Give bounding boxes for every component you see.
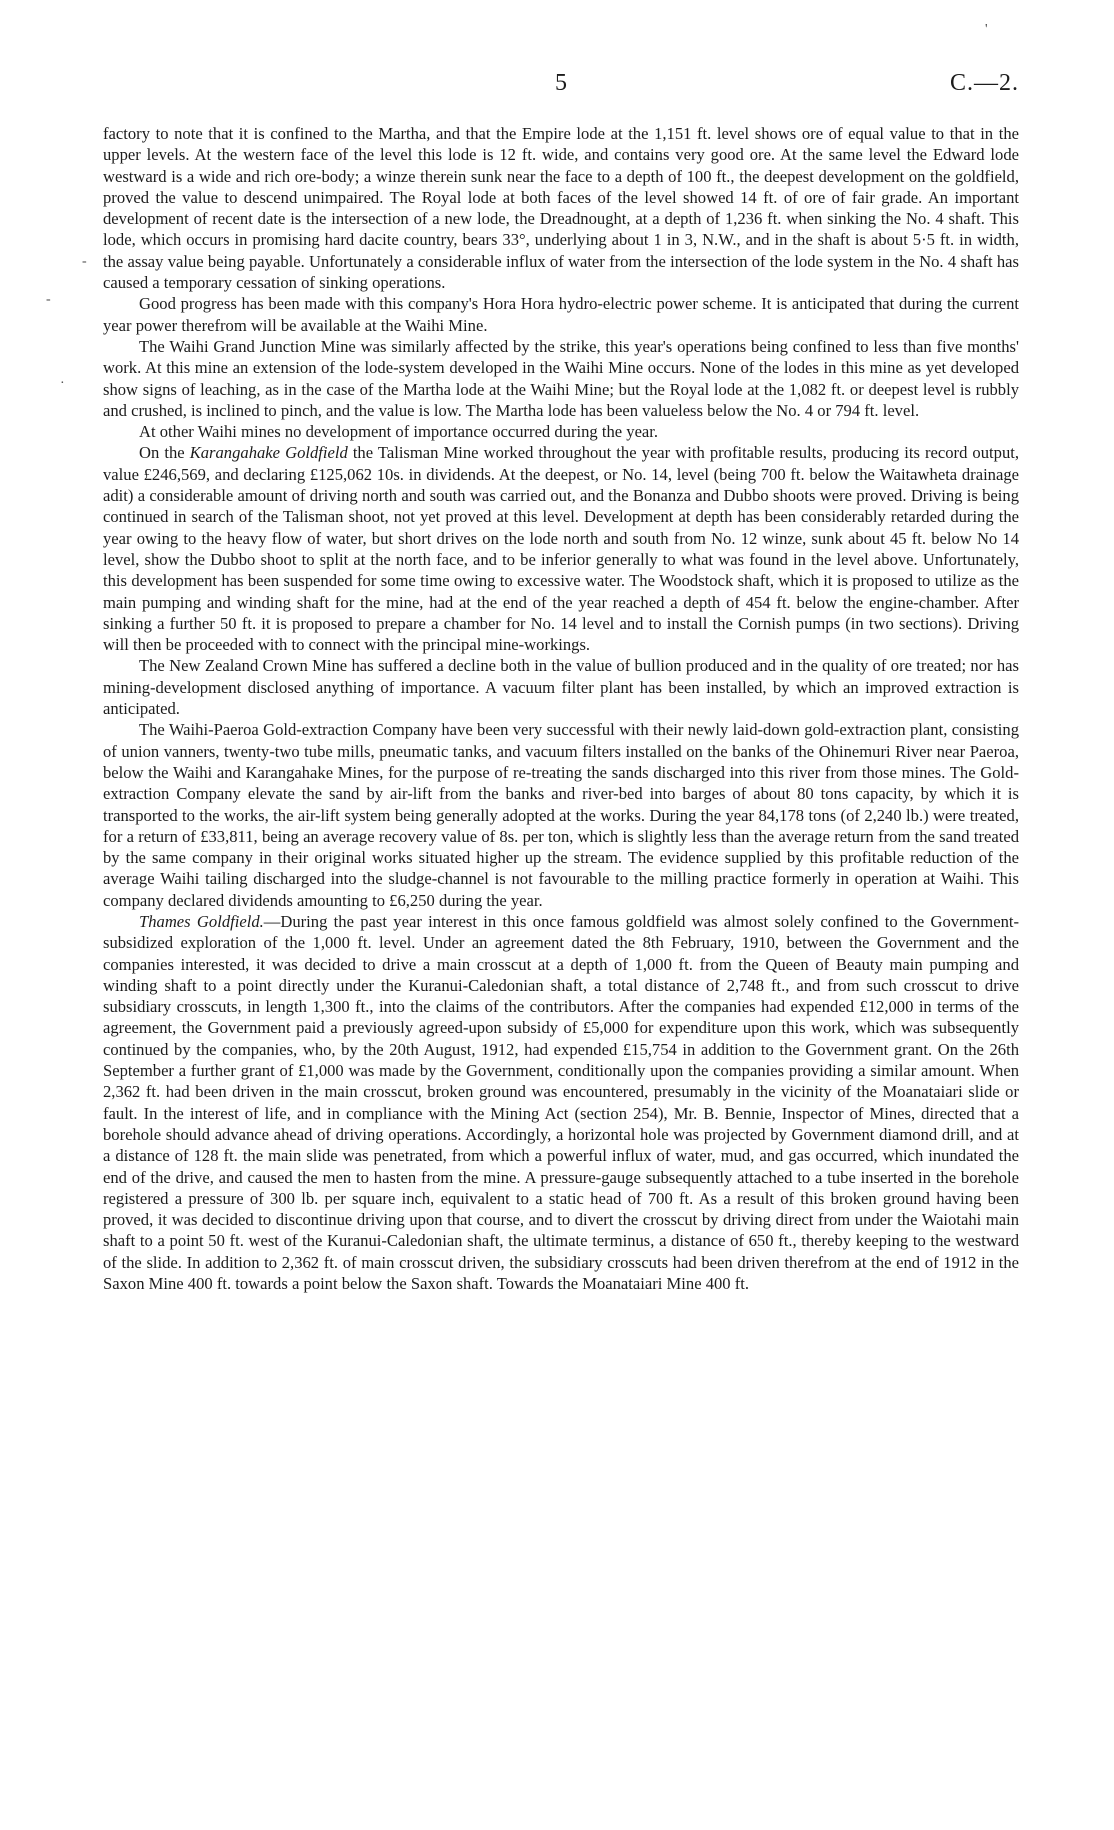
paragraph-2: Good progress has been made with this company's Hora Hora hydro-electric power scheme. It is anticipated that during the current year power therefrom will be available at the Waihi Mine. xyxy=(103,294,1019,335)
paragraph-1: factory to note that it is confined to the Martha, and that the Empire lode at the 1,151 ft. level shows ore of equal value to that in the upper levels. At the western face of the level this lode is 12 ft. wide, and contains very good ore. At the same level the Edward lode westward is a wide and rich ore-body; a winze therein sunk near the face to a depth of 100 ft., the deepest development on the goldfield, proved the value to descend unimpaired. The Royal lode at both faces of the level showed 14 ft. of ore of fair grade. An important development of recent date is the intersection of a new lode, the Dreadnought, at a depth of 1,236 ft. when sinking the No. 4 shaft. This lode, which occurs in promising hard dacite country, bears 33°, underlying about 1 in 3, N.W., and in the shaft is about 5·5 ft. in width, the assay value being payable. Unfortunately a considerable influx of water from the intersection of the lode system in the No. 4 shaft has caused a temporary cessation of sinking operations. xyxy=(103,124,1019,293)
body-text xyxy=(103,123,1019,1294)
paragraph-4: At other Waihi mines no development of importance occurred during the year. xyxy=(139,422,659,442)
paragraph-5-lead: On the xyxy=(139,443,190,463)
page-header xyxy=(103,70,1019,106)
page-number: 5 xyxy=(555,70,567,96)
paragraph-7: The Waihi-Paeroa Gold-extraction Company have been very successful with their newly laid-down gold-extraction plant, consisting of union vanners, twenty-two tube mills, pneumatic tanks, and vacuum filters installed on the banks of the Ohinemuri River near Paeroa, below the Waihi and Karangahake Mines, for the purpose of re-treating the sands discharged into this river from those mines. The Gold-extraction Company elevate the sand by air-lift from the banks and river-bed into barges of about 80 tons capacity, by which it is transported to the works, the air-lift system being generally adopted at the works. During the year 84,178 tons (of 2,240 lb.) were treated, for a return of £33,811, being an average recovery value of 8s. per ton, which is slightly less than the average return from the sand treated by the same company in their original works situated higher up the stream. The evidence supplied by this profitable reduction of the average Waihi tailing discharged into the sludge-channel is not favourable to the milling practice formerly in operation at Waihi. This company declared dividends amounting to £6,250 during the year. xyxy=(103,720,1019,910)
paragraph-3: The Waihi Grand Junction Mine was similarly affected by the strike, this year's operations being confined to less than five months' work. At this mine an extension of the lode-system developed in the Waihi Mine occurs. None of the lodes in this mine as yet developed show signs of leaching, as in the case of the Martha lode at the Waihi Mine; but the Royal lode at the 1,082 ft. or deepest level is rubbly and crushed, is inclined to pinch, and the value is low. The Martha lode has been valueless below the No. 4 or 794 ft. level. xyxy=(103,336,1019,420)
document-reference: C.—2. xyxy=(949,70,1019,96)
speck-mark: ' xyxy=(985,22,988,37)
paragraph-5-text: the Talisman Mine worked throughout the year with profitable results, producing its record output, value £246,569, and declaring £125,062 10s. in dividends. At the deepest, or No. 14, level (being 700 ft. below the Waitawheta drainage adit) a considerable amount of driving north and south was carried out, and the Bonanza and Dubbo shoots were proved. Driving is being continued in search of the Talisman shoot, not yet proved at this level. Development at depth has been considerably retarded during the year owing to the heavy flow of water, but short drives on the lode north and south from No. 12 winze, sunk about 45 ft. below No 14 level, show the Dubbo shoot to split at the north face, and to be inferior generally to what was found in the level above. Unfortunately, this development has been suspended for some time owing to excessive water. The Woodstock shaft, which it is proposed to utilize as the main pumping and winding shaft for the mine, had at the end of the year reached a depth of 454 ft. below the engine-chamber. After sinking a further 50 ft. it is proposed to prepare a chamber for No. 14 level and to install the Cornish pumps (in two sections). Driving will then be proceeded with to connect with the principal mine-workings. xyxy=(103,443,1019,655)
margin-dash-mark: - xyxy=(82,254,87,269)
paragraph-6: The New Zealand Crown Mine has suffered a decline both in the value of bullion produced and in the quality of ore treated; nor has mining-development disclosed anything of importance. A vacuum filter plant has been installed, by which an improved extraction is anticipated. xyxy=(103,656,1019,719)
margin-dot-mark: · xyxy=(60,376,65,391)
paragraph-5 xyxy=(103,442,1019,655)
thames-goldfield-heading: Thames Goldfield. xyxy=(139,911,264,931)
karangahake-goldfield-heading: Karangahake Goldfield xyxy=(189,443,348,463)
margin-dash-mark-2: - xyxy=(46,292,51,307)
paragraph-8 xyxy=(103,911,1019,1294)
paragraph-8-text: —During the past year interest in this once famous goldfield was almost solely confined to the Government-subsidized exploration of the 1,000 ft. level. Under an agreement dated the 8th February, 1910, between the Government and the companies interested, it was decided to drive a main crosscut at a depth of 1,000 ft. from the Queen of Beauty main pumping and winding shaft to a point directly under the Kuranui-Caledonian shaft, a total distance of 2,748 ft., and from such crosscut to drive subsidiary crosscuts, in length 1,300 ft., into the claims of the contributors. After the companies had expended £12,000 in terms of the agreement, the Government paid a previously agreed-upon subsidy of £5,000 for expenditure upon this work, which was subsequently continued by the companies, who, by the 20th August, 1912, had expended £15,754 in addition to the Government grant. On the 26th September a further grant of £1,000 was made by the Government, conditionally upon the companies providing a similar amount. When 2,362 ft. had been driven in the main crosscut, broken ground was encountered, presumably in the vicinity of the Moanataiari slide or fault. In the interest of life, and in compliance with the Mining Act (section 254), Mr. B. Bennie, Inspector of Mines, directed that a borehole should advance ahead of driving operations. Accordingly, a horizontal hole was projected by Government diamond drill, and at a distance of 128 ft. the main slide was penetrated, from which a powerful influx of water, mud, and gas occurred, which inundated the end of the drive, and caused the men to hasten from the mine. A pressure-gauge subsequently attached to a tube inserted in the borehole registered a pressure of 300 lb. per square inch, equivalent to a static head of 700 ft. As a result of this broken ground having been proved, it was decided to discontinue driving upon that course, and to divert the crosscut by driving direct from under the Waiotahi main shaft to a point 50 ft. west of the Kuranui-Caledonian shaft, the ultimate terminus, a distance of 650 ft., thereby keeping to the westward of the slide. In addition to 2,362 ft. of main crosscut driven, the subsidiary crosscuts had been driven therefrom at the end of 1912 in the Saxon Mine 400 ft. towards a point below the Saxon shaft. Towards the Moanataiari Mine 400 ft. xyxy=(103,911,1019,1294)
